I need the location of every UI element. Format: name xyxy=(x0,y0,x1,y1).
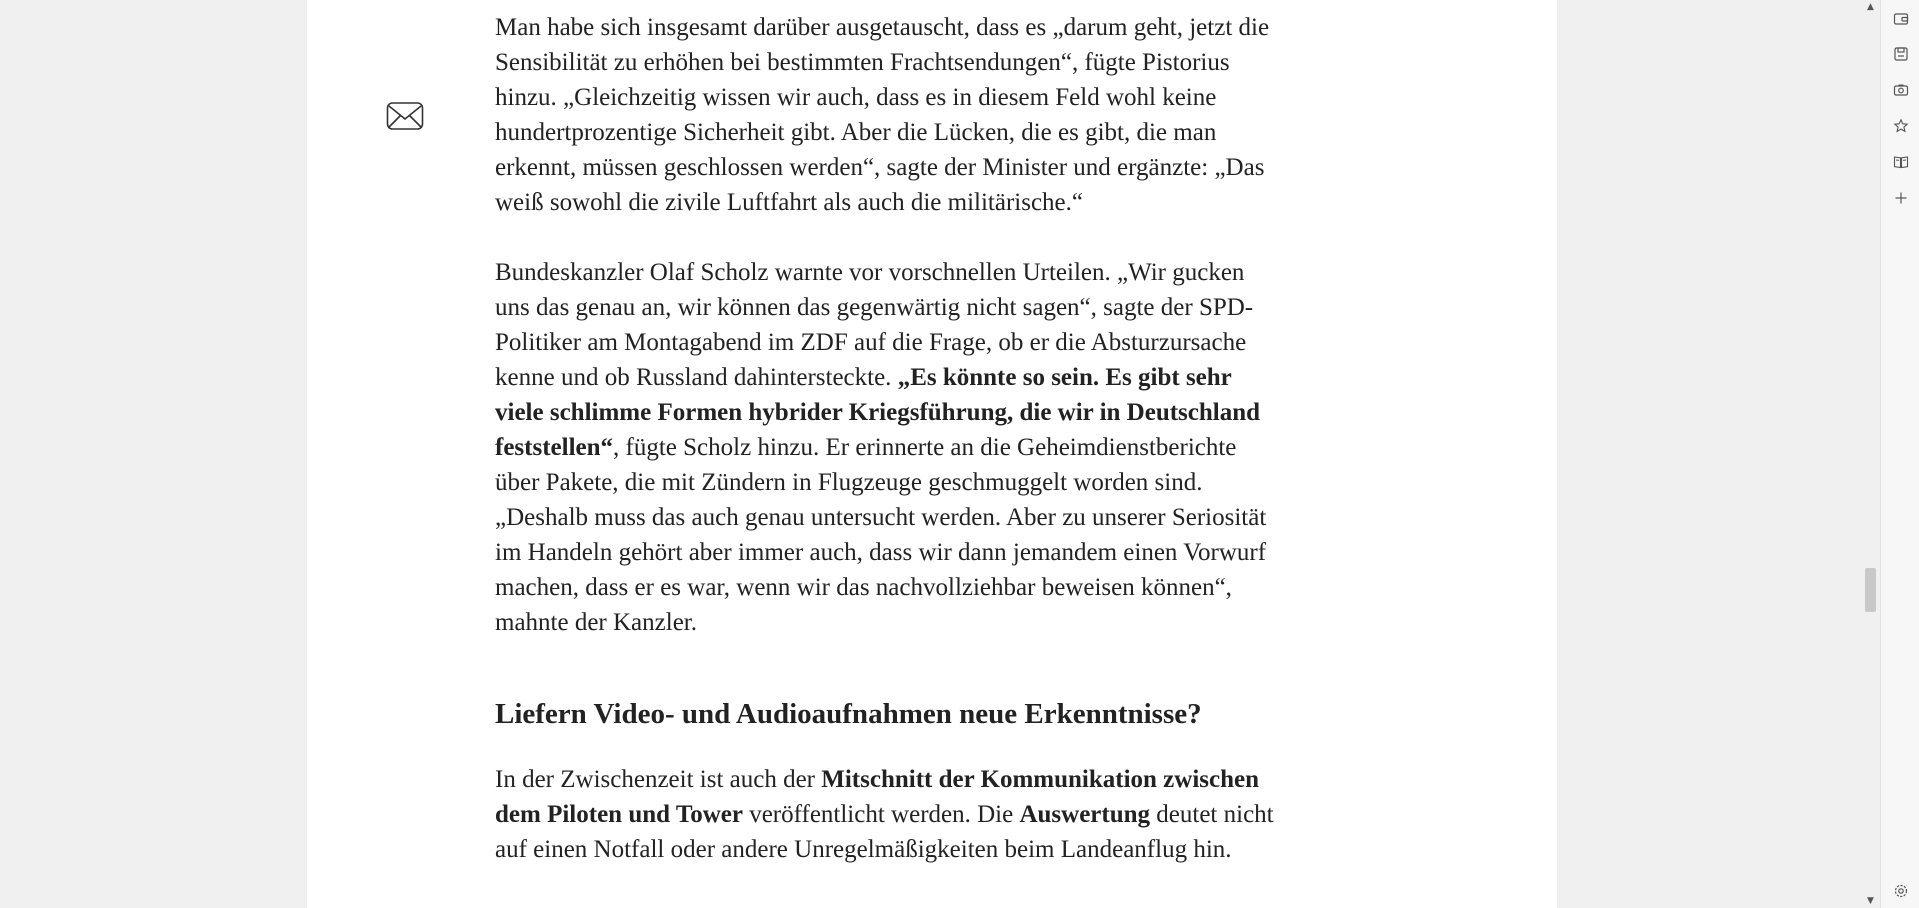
article-body xyxy=(495,10,1280,867)
wallet-icon[interactable] xyxy=(1891,9,1911,29)
text-run: In der Zwischenzeit ist auch der xyxy=(495,766,822,793)
text-run: , fügte Scholz hinzu. Er erinnerte an die Geheimdienstberichte über Pakete, die mit Zündern in Flugzeuge geschmuggelt worden sind. „Deshalb muss das auch genau untersucht werden. Aber zu unserer Seriosität im Handeln gehört aber immer auch, dass wir dann jemandem einen Vorwurf machen, dass er es war, wenn wir das nachvollziehbar beweisen können“, mahnte der Kanzler. xyxy=(495,434,1267,636)
paragraph-pistorius xyxy=(495,10,1280,220)
screenshot-icon[interactable] xyxy=(1891,80,1911,100)
paragraph-recording xyxy=(495,762,1280,867)
text-run: Man habe sich insgesamt darüber ausgetauscht, dass es „darum geht, jetzt die Sensibilität zu erhöhen bei bestimmten Frachtsendungen“, fügte Pistorius hinzu. „Gleichzeitig wissen wir auch, dass es in diesem Feld wohl keine hundertprozentige Sicherheit gibt. Aber die Lücken, die es gibt, die man erkennt, müssen geschlossen werden“, sagte der Minister und ergänzte: „Das weiß sowohl die zivile Luftfahrt als auch die militärische.“ xyxy=(495,14,1270,216)
vertical-scrollbar[interactable] xyxy=(1861,0,1880,908)
mail-icon[interactable] xyxy=(386,100,424,132)
settings-icon[interactable] xyxy=(1891,881,1911,901)
paragraph-scholz xyxy=(495,255,1280,640)
scroll-thumb[interactable] xyxy=(1865,568,1876,612)
text-run: Bundeskanzler Olaf Scholz warnte vor vorschnellen Urteilen. „Wir gucken uns das genau an, wir können das gegenwärtig nicht sagen“, sagte der SPD-Politiker am Montagabend im ZDF auf die Frage, ob er die Absturzursache kenne und ob Russland dahintersteckte. xyxy=(495,259,1254,391)
bold-text: „Es könnte so sein. Es gibt sehr viele schlimme Formen hybrider Kriegsführung, die wir in Deutschland feststellen“ xyxy=(495,364,1261,461)
add-icon[interactable] xyxy=(1891,188,1911,208)
scroll-up-arrow-icon[interactable]: ▲ xyxy=(1867,2,1874,12)
text-run: veröffentlicht werden. Die xyxy=(742,801,1020,828)
bold-text: Mitschnitt der Kommunikation zwischen dem Piloten und Tower xyxy=(495,766,1260,828)
browser-sidebar xyxy=(1880,0,1919,908)
favorites-icon[interactable] xyxy=(1891,116,1911,136)
save-page-icon[interactable] xyxy=(1891,44,1911,64)
text-run: deutet nicht auf einen Notfall oder andere Unregelmäßigkeiten beim Landeanflug hin. xyxy=(495,801,1274,863)
bold-text: Auswertung xyxy=(1019,801,1151,828)
section-heading: Liefern Video- und Audioaufnahmen neue Erkenntnisse? xyxy=(495,698,1202,730)
reading-view-icon[interactable] xyxy=(1891,152,1911,172)
scroll-down-arrow-icon[interactable]: ▼ xyxy=(1867,896,1874,906)
